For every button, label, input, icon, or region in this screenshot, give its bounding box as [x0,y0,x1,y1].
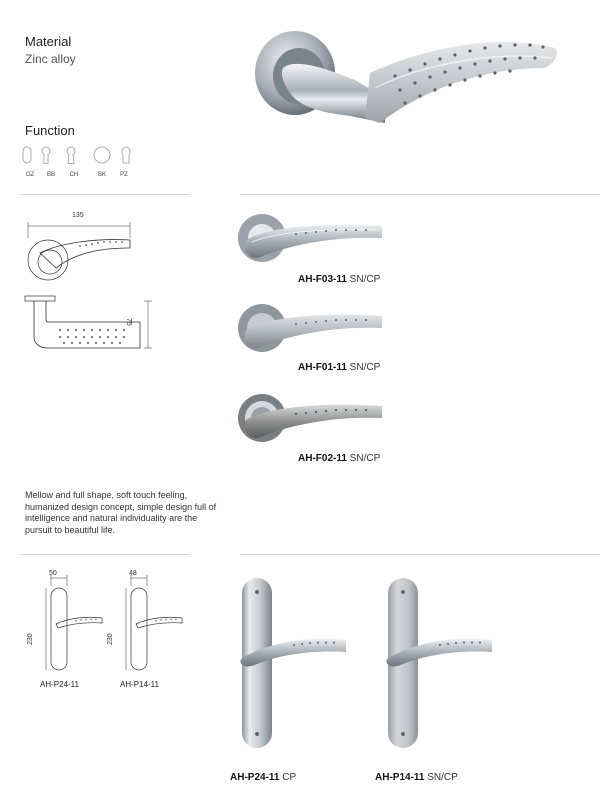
product-image-f03 [236,208,386,268]
plate-product-caption-p24 [230,772,296,783]
section-divider-right-1 [240,194,600,195]
product-code: AH-F01-11 [298,362,347,373]
product-description: Mellow and full shape, soft touch feeling, humanized design concept, simple design full of intelligence and natural individuality are the pursuit to beautiful life. [25,490,217,535]
plate-height-b: 230 [107,633,114,645]
product-code: AH-F02-11 [298,453,347,464]
dimension-height: 75 [125,318,132,326]
product-finish: SN/CP [346,453,381,464]
product-code: AH-P14-11 [375,772,425,783]
section-divider-right-2 [240,554,600,555]
plate-product-image-p24 [234,578,364,750]
plate-product-caption-p14 [375,772,458,783]
product-caption-f02 [298,453,380,464]
bb-keyhole-icon [42,147,50,163]
oz-icon [23,147,31,163]
product-code: AH-F03-11 [298,274,347,285]
function-heading: Function [25,123,75,138]
ch-keyhole-icon [67,147,75,163]
product-code: AH-P24-11 [230,772,280,783]
function-label-bb: BB [46,172,55,178]
plate-width-b: 48 [129,570,137,577]
plate-drawing-label-p24: AH-P24-11 [40,680,79,689]
plate-drawing-label-p14: AH-P14-11 [120,680,159,689]
section-divider-left-2 [20,554,190,555]
product-finish: SN/CP [424,772,458,783]
bk-circle-icon [94,147,110,163]
function-icons [20,146,140,168]
function-label-bk: BK [97,172,106,178]
function-label-pz: PZ [120,172,128,178]
dimension-length: 135 [72,212,84,219]
product-finish: CP [279,772,297,783]
side-view-drawing [20,292,170,362]
product-caption-f03 [298,274,380,285]
product-finish: SN/CP [346,362,381,373]
hero-handle-image [255,28,565,168]
product-finish: SN/CP [346,274,381,285]
function-label-ch: CH [69,172,79,178]
plate-width-a: 50 [49,570,57,577]
plate-product-image-p14 [380,578,510,750]
section-divider-left-1 [20,194,190,195]
product-caption-f01 [298,362,380,373]
top-view-drawing [20,208,170,283]
pz-cylinder-icon [122,147,130,163]
product-image-f01 [236,298,386,358]
plate-height-a: 230 [27,633,34,645]
product-image-f02 [236,388,386,448]
function-label-oz: OZ [25,172,35,178]
material-value: Zinc alloy [25,52,76,66]
plate-drawings [24,566,194,681]
material-heading: Material [25,34,72,49]
